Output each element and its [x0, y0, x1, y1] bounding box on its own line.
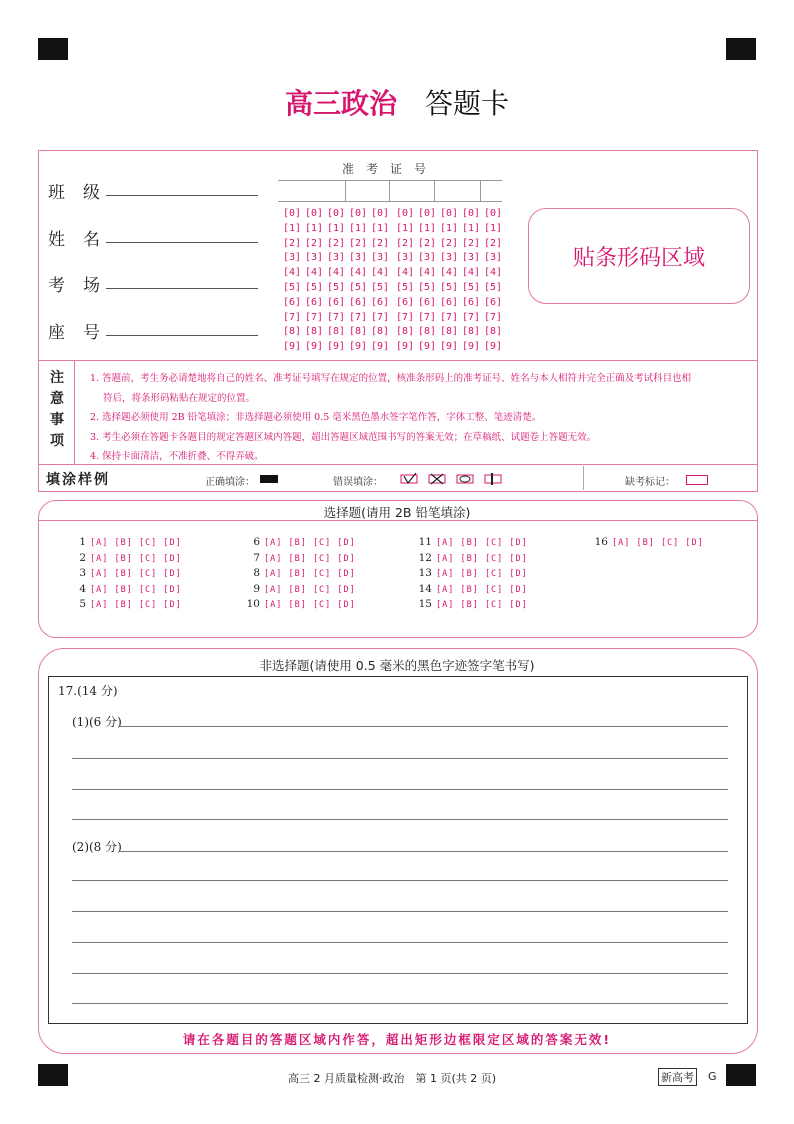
id-digit-bubble[interactable]: [3] — [349, 252, 368, 264]
id-digit-bubble[interactable]: [1] — [418, 222, 437, 234]
id-digit-bubble[interactable]: [7] — [283, 311, 302, 323]
choice-question-row[interactable] — [414, 598, 528, 610]
question-number: 16 — [594, 536, 608, 548]
id-digit-bubble[interactable]: [2] — [462, 237, 481, 249]
id-digit-bubble[interactable]: [0] — [462, 208, 481, 219]
id-digit-bubble[interactable]: [1] — [327, 222, 346, 234]
id-digit-bubble[interactable]: [6] — [462, 296, 481, 308]
question-number: 4 — [79, 582, 86, 595]
id-digit-bubble[interactable]: [0] — [349, 208, 368, 219]
answer-options[interactable]: [A] [B] [C] [D] — [90, 600, 182, 610]
id-digit-bubble[interactable]: [5] — [484, 281, 503, 293]
id-digit-bubble[interactable]: [0] — [484, 208, 503, 219]
id-digit-bubble[interactable]: [7] — [462, 311, 481, 323]
page-title — [0, 82, 794, 122]
id-digit-bubble[interactable]: [4] — [462, 267, 481, 279]
answer-line[interactable] — [120, 851, 728, 852]
answer-options[interactable]: [A] [B] [C] [D] — [436, 553, 528, 564]
id-digit-bubble[interactable]: [3] — [484, 252, 503, 264]
id-digit-bubble[interactable]: [1] — [371, 222, 390, 234]
fill-wrong-label: 错误填涂： — [333, 477, 383, 488]
answer-options[interactable]: [A] [B] [C] [D] — [436, 584, 528, 595]
id-digit-bubble[interactable]: [1] — [305, 222, 324, 234]
id-digit-bubble[interactable]: [8] — [283, 326, 302, 338]
id-digit-column[interactable] — [484, 207, 502, 355]
id-digit-bubble[interactable]: [4] — [371, 267, 390, 279]
notice-line-3: 3. 考生必须在答题卡各题目的规定答题区域内答题，超出答题区域范围书写的答案无效；在草稿纸、试题卷上答题无效。 — [90, 432, 597, 443]
id-digit-bubble[interactable]: [3] — [283, 252, 302, 264]
id-digit-bubble[interactable]: [9] — [305, 341, 324, 353]
id-digit-bubble[interactable]: [7] — [371, 311, 390, 323]
choice-section-title: 选择题(请用 2B 铅笔填涂) — [323, 505, 471, 520]
id-digit-bubble[interactable]: [5] — [440, 281, 459, 293]
class-line[interactable] — [106, 195, 258, 196]
id-digit-bubble[interactable]: [3] — [440, 252, 459, 264]
corner-marker-top-left — [38, 38, 68, 60]
choice-question-row[interactable] — [242, 536, 356, 548]
id-digit-bubble[interactable]: [8] — [371, 326, 390, 338]
fill-correct-sample — [260, 475, 278, 483]
id-digit-bubble[interactable]: [9] — [327, 341, 346, 353]
fill-example-label: 填涂样例 — [46, 472, 110, 488]
answer-line[interactable] — [72, 789, 728, 790]
id-digit-bubble[interactable]: [9] — [418, 341, 437, 353]
question-number: 7 — [253, 551, 260, 564]
corner-marker-bottom-left — [38, 1064, 68, 1086]
header-divider — [38, 360, 757, 361]
id-digit-bubble[interactable]: [3] — [327, 252, 346, 264]
fill-wrong-samples — [398, 471, 508, 487]
id-digit-bubble[interactable]: [7] — [396, 311, 415, 323]
choice-question-row[interactable] — [414, 536, 528, 548]
id-digit-bubble[interactable]: [0] — [396, 208, 415, 219]
id-digit-bubble[interactable]: [0] — [418, 208, 437, 219]
question-number: 9 — [253, 582, 260, 595]
absent-divider — [583, 466, 584, 490]
id-digit-bubble[interactable]: [0] — [440, 208, 459, 219]
id-digit-bubble[interactable]: [8] — [327, 326, 346, 338]
choice-question-row[interactable] — [68, 598, 182, 610]
id-digit-bubble[interactable]: [5] — [418, 281, 437, 293]
answer-options[interactable]: [A] [B] [C] [D] — [264, 553, 356, 564]
question-number: 11 — [418, 536, 432, 548]
id-digit-bubble[interactable]: [4] — [396, 267, 415, 279]
id-digit-bubble[interactable]: [3] — [371, 252, 390, 264]
id-digit-bubble[interactable]: [2] — [396, 237, 415, 249]
id-digit-bubble[interactable]: [8] — [396, 326, 415, 338]
id-digit-bubble[interactable]: [0] — [327, 208, 346, 219]
id-digit-bubble[interactable]: [8] — [440, 326, 459, 338]
id-digit-bubble[interactable]: [1] — [462, 222, 481, 234]
choice-question-row[interactable] — [242, 583, 356, 595]
choice-question-row[interactable] — [68, 567, 182, 579]
choice-question-row[interactable] — [414, 567, 528, 579]
choice-question-row[interactable] — [242, 598, 356, 610]
id-digit-bubble[interactable]: [6] — [349, 296, 368, 308]
id-digit-bubble[interactable]: [7] — [305, 311, 324, 323]
id-digit-bubble[interactable]: [4] — [349, 267, 368, 279]
notice-line-4: 4. 保持卡面清洁，不准折叠、不得弄破。 — [90, 451, 264, 462]
id-digit-bubble[interactable]: [7] — [349, 311, 368, 323]
id-write-boxes[interactable] — [278, 180, 502, 202]
choice-question-row[interactable] — [590, 536, 704, 548]
corner-marker-bottom-right — [726, 1064, 756, 1086]
notice-line-2: 2. 选择题必须使用 2B 铅笔填涂；非选择题必须使用 0.5 毫米黑色墨水签字笔作答，字体工整、笔迹清楚。 — [90, 412, 542, 423]
q17-part2-label: (2)(8 分) — [72, 840, 122, 854]
id-digit-bubble[interactable]: [4] — [418, 267, 437, 279]
question-number: 14 — [418, 582, 432, 595]
id-digit-bubble[interactable]: [6] — [305, 296, 324, 308]
answer-options[interactable]: [A] [B] [C] [D] — [436, 538, 528, 548]
id-digit-bubble[interactable]: [0] — [283, 208, 302, 219]
choice-question-row[interactable] — [242, 567, 356, 579]
id-digit-bubble[interactable]: [4] — [484, 267, 503, 279]
answer-line[interactable] — [72, 1003, 728, 1004]
id-digit-bubble[interactable]: [4] — [283, 267, 302, 279]
fill-divider — [38, 464, 757, 465]
id-digit-bubble[interactable]: [4] — [305, 267, 324, 279]
id-digit-bubble[interactable]: [2] — [440, 237, 459, 249]
id-digit-bubble[interactable]: [5] — [327, 281, 346, 293]
id-digit-bubble[interactable]: [5] — [462, 281, 481, 293]
answer-area-17[interactable] — [48, 676, 748, 1024]
id-digit-column[interactable] — [418, 207, 436, 355]
question-number: 13 — [418, 567, 432, 579]
id-digit-bubble[interactable]: [4] — [440, 267, 459, 279]
fill-correct-label: 正确填涂： — [205, 477, 255, 488]
id-digit-column[interactable] — [327, 207, 345, 355]
title-card: 答题卡 — [425, 87, 510, 120]
nonchoice-section-title: 非选择题(请使用 0.5 毫米的黑色字迹签字笔书写) — [259, 658, 535, 673]
answer-line[interactable] — [72, 880, 728, 881]
id-digit-bubble[interactable]: [3] — [462, 252, 481, 264]
id-digit-column[interactable] — [396, 207, 414, 355]
id-digit-column[interactable] — [440, 207, 458, 355]
id-digit-bubble[interactable]: [6] — [396, 296, 415, 308]
id-digit-bubble[interactable]: [9] — [440, 341, 459, 353]
id-digit-bubble[interactable]: [7] — [484, 311, 503, 323]
id-digit-bubble[interactable]: [0] — [305, 208, 324, 219]
answer-options[interactable]: [A] [B] [C] [D] — [264, 569, 356, 579]
question-number: 5 — [79, 598, 86, 610]
id-digit-bubble[interactable]: [8] — [484, 326, 503, 338]
id-digit-bubble[interactable]: [1] — [349, 222, 368, 234]
q17-part1-label: (1)(6 分) — [72, 715, 122, 729]
question-number: 10 — [246, 598, 260, 610]
answer-options[interactable]: [A] [B] [C] [D] — [264, 538, 356, 548]
choice-question-row[interactable] — [68, 583, 182, 595]
absent-label: 缺考标记： — [625, 477, 675, 488]
id-digit-bubble[interactable]: [2] — [283, 237, 302, 249]
title-subject: 高三政治 — [284, 87, 397, 120]
barcode-area — [528, 208, 750, 304]
id-digit-bubble[interactable]: [3] — [418, 252, 437, 264]
choice-question-row[interactable] — [414, 583, 528, 595]
notice-line-1: 1. 答题前，考生务必请楚地将自己的姓名、准考证号填写在规定的位置，核准条形码上的准考证号、姓名与本人相符并完全正确及考试科目也相 — [90, 373, 692, 384]
answer-line[interactable] — [72, 942, 728, 943]
choice-question-row[interactable] — [68, 536, 182, 548]
id-digit-bubble[interactable]: [6] — [484, 296, 503, 308]
question-number: 8 — [253, 567, 260, 579]
notice-label: 注 意 事 项 — [50, 370, 64, 449]
id-digit-bubble[interactable]: [2] — [327, 237, 346, 249]
id-digit-bubble[interactable]: [2] — [349, 237, 368, 249]
id-digit-column[interactable] — [349, 207, 367, 355]
room-label: 考场 — [48, 276, 118, 296]
id-digit-bubble[interactable]: [5] — [283, 281, 302, 293]
answer-options[interactable]: [A] [B] [C] [D] — [264, 584, 356, 595]
question-number: 1 — [79, 536, 86, 548]
footer-page-info: 高三 2 月质量检测·政治 第 1 页(共 2 页) — [288, 1072, 497, 1085]
footer-brand: 新高考 — [658, 1068, 697, 1086]
id-digit-column[interactable] — [305, 207, 323, 355]
id-digit-column[interactable] — [283, 207, 301, 355]
question-number: 3 — [79, 567, 86, 579]
id-digit-bubble[interactable]: [2] — [484, 237, 503, 249]
answer-options[interactable]: [A] [B] [C] [D] — [90, 538, 182, 548]
barcode-label: 贴条形码区域 — [572, 246, 705, 271]
corner-marker-top-right — [726, 38, 756, 60]
question-number: 12 — [418, 551, 432, 564]
answer-options[interactable]: [A] [B] [C] [D] — [612, 538, 704, 548]
answer-line[interactable] — [72, 911, 728, 912]
id-digit-bubble[interactable]: [6] — [283, 296, 302, 308]
id-digit-bubble[interactable]: [3] — [396, 252, 415, 264]
id-digit-bubble[interactable]: [7] — [418, 311, 437, 323]
seat-line[interactable] — [106, 335, 258, 336]
id-digit-bubble[interactable]: [6] — [327, 296, 346, 308]
question-number: 6 — [253, 536, 260, 548]
answer-options[interactable]: [A] [B] [C] [D] — [436, 569, 528, 579]
answer-options[interactable]: [A] [B] [C] [D] — [90, 553, 182, 564]
id-digit-bubble[interactable]: [5] — [396, 281, 415, 293]
answer-options[interactable]: [A] [B] [C] [D] — [90, 569, 182, 579]
answer-line[interactable] — [120, 726, 728, 727]
id-digit-column[interactable] — [462, 207, 480, 355]
seat-label: 座号 — [48, 323, 118, 343]
answer-line[interactable] — [72, 973, 728, 974]
id-digit-bubble[interactable]: [6] — [440, 296, 459, 308]
room-line[interactable] — [106, 288, 258, 289]
choice-question-row[interactable] — [68, 552, 182, 564]
answer-line[interactable] — [72, 758, 728, 759]
id-digit-bubble[interactable]: [9] — [283, 341, 302, 353]
id-digit-bubble[interactable]: [9] — [349, 341, 368, 353]
footer-letter: G — [708, 1070, 717, 1083]
id-digit-bubble[interactable]: [9] — [371, 341, 390, 353]
id-digit-bubble[interactable]: [2] — [371, 237, 390, 249]
answer-line[interactable] — [72, 819, 728, 820]
notice-divider — [74, 360, 75, 464]
id-digit-bubble[interactable]: [8] — [462, 326, 481, 338]
id-digit-bubble[interactable]: [0] — [371, 208, 390, 219]
answer-options[interactable]: [A] [B] [C] [D] — [90, 584, 182, 595]
id-digit-bubble[interactable]: [8] — [305, 326, 324, 338]
id-digit-bubble[interactable]: [9] — [484, 341, 503, 353]
id-digit-bubble[interactable]: [1] — [484, 222, 503, 234]
q17-label: 17.(14 分) — [58, 684, 118, 698]
boundary-warning: 请在各题目的答题区域内作答，超出矩形边框限定区域的答案无效! — [182, 1032, 612, 1047]
id-digit-bubble[interactable]: [4] — [327, 267, 346, 279]
id-title: 准考证号 — [342, 162, 439, 176]
id-digit-bubble[interactable]: [2] — [418, 237, 437, 249]
id-digit-bubble[interactable]: [9] — [462, 341, 481, 353]
choice-question-row[interactable] — [242, 552, 356, 564]
notice-line-1b: 符后，将条形码粘贴在规定的位置。 — [103, 393, 256, 404]
id-digit-bubble[interactable]: [9] — [396, 341, 415, 353]
id-digit-bubble[interactable]: [5] — [371, 281, 390, 293]
id-digit-bubble[interactable]: [8] — [418, 326, 437, 338]
name-label: 姓名 — [48, 230, 118, 250]
id-digit-bubble[interactable]: [2] — [305, 237, 324, 249]
answer-options[interactable]: [A] [B] [C] [D] — [436, 600, 528, 610]
id-digit-bubble[interactable]: [1] — [440, 222, 459, 234]
choice-question-row[interactable] — [414, 552, 528, 564]
id-digit-bubble[interactable]: [1] — [283, 222, 302, 234]
id-digit-bubble[interactable]: [7] — [440, 311, 459, 323]
id-digit-bubble[interactable]: [5] — [305, 281, 324, 293]
id-digit-bubble[interactable]: [7] — [327, 311, 346, 323]
id-digit-bubble[interactable]: [5] — [349, 281, 368, 293]
answer-options[interactable]: [A] [B] [C] [D] — [264, 600, 356, 610]
question-number: 15 — [418, 598, 432, 610]
name-line[interactable] — [106, 242, 258, 243]
id-digit-bubble[interactable]: [6] — [418, 296, 437, 308]
id-digit-bubble[interactable]: [3] — [305, 252, 324, 264]
id-digit-bubble[interactable]: [8] — [349, 326, 368, 338]
id-digit-bubble[interactable]: [1] — [396, 222, 415, 234]
class-label: 班级 — [48, 183, 118, 203]
id-digit-column[interactable] — [371, 207, 389, 355]
id-digit-bubble[interactable]: [6] — [371, 296, 390, 308]
absent-box[interactable] — [686, 475, 708, 485]
question-number: 2 — [79, 551, 86, 564]
